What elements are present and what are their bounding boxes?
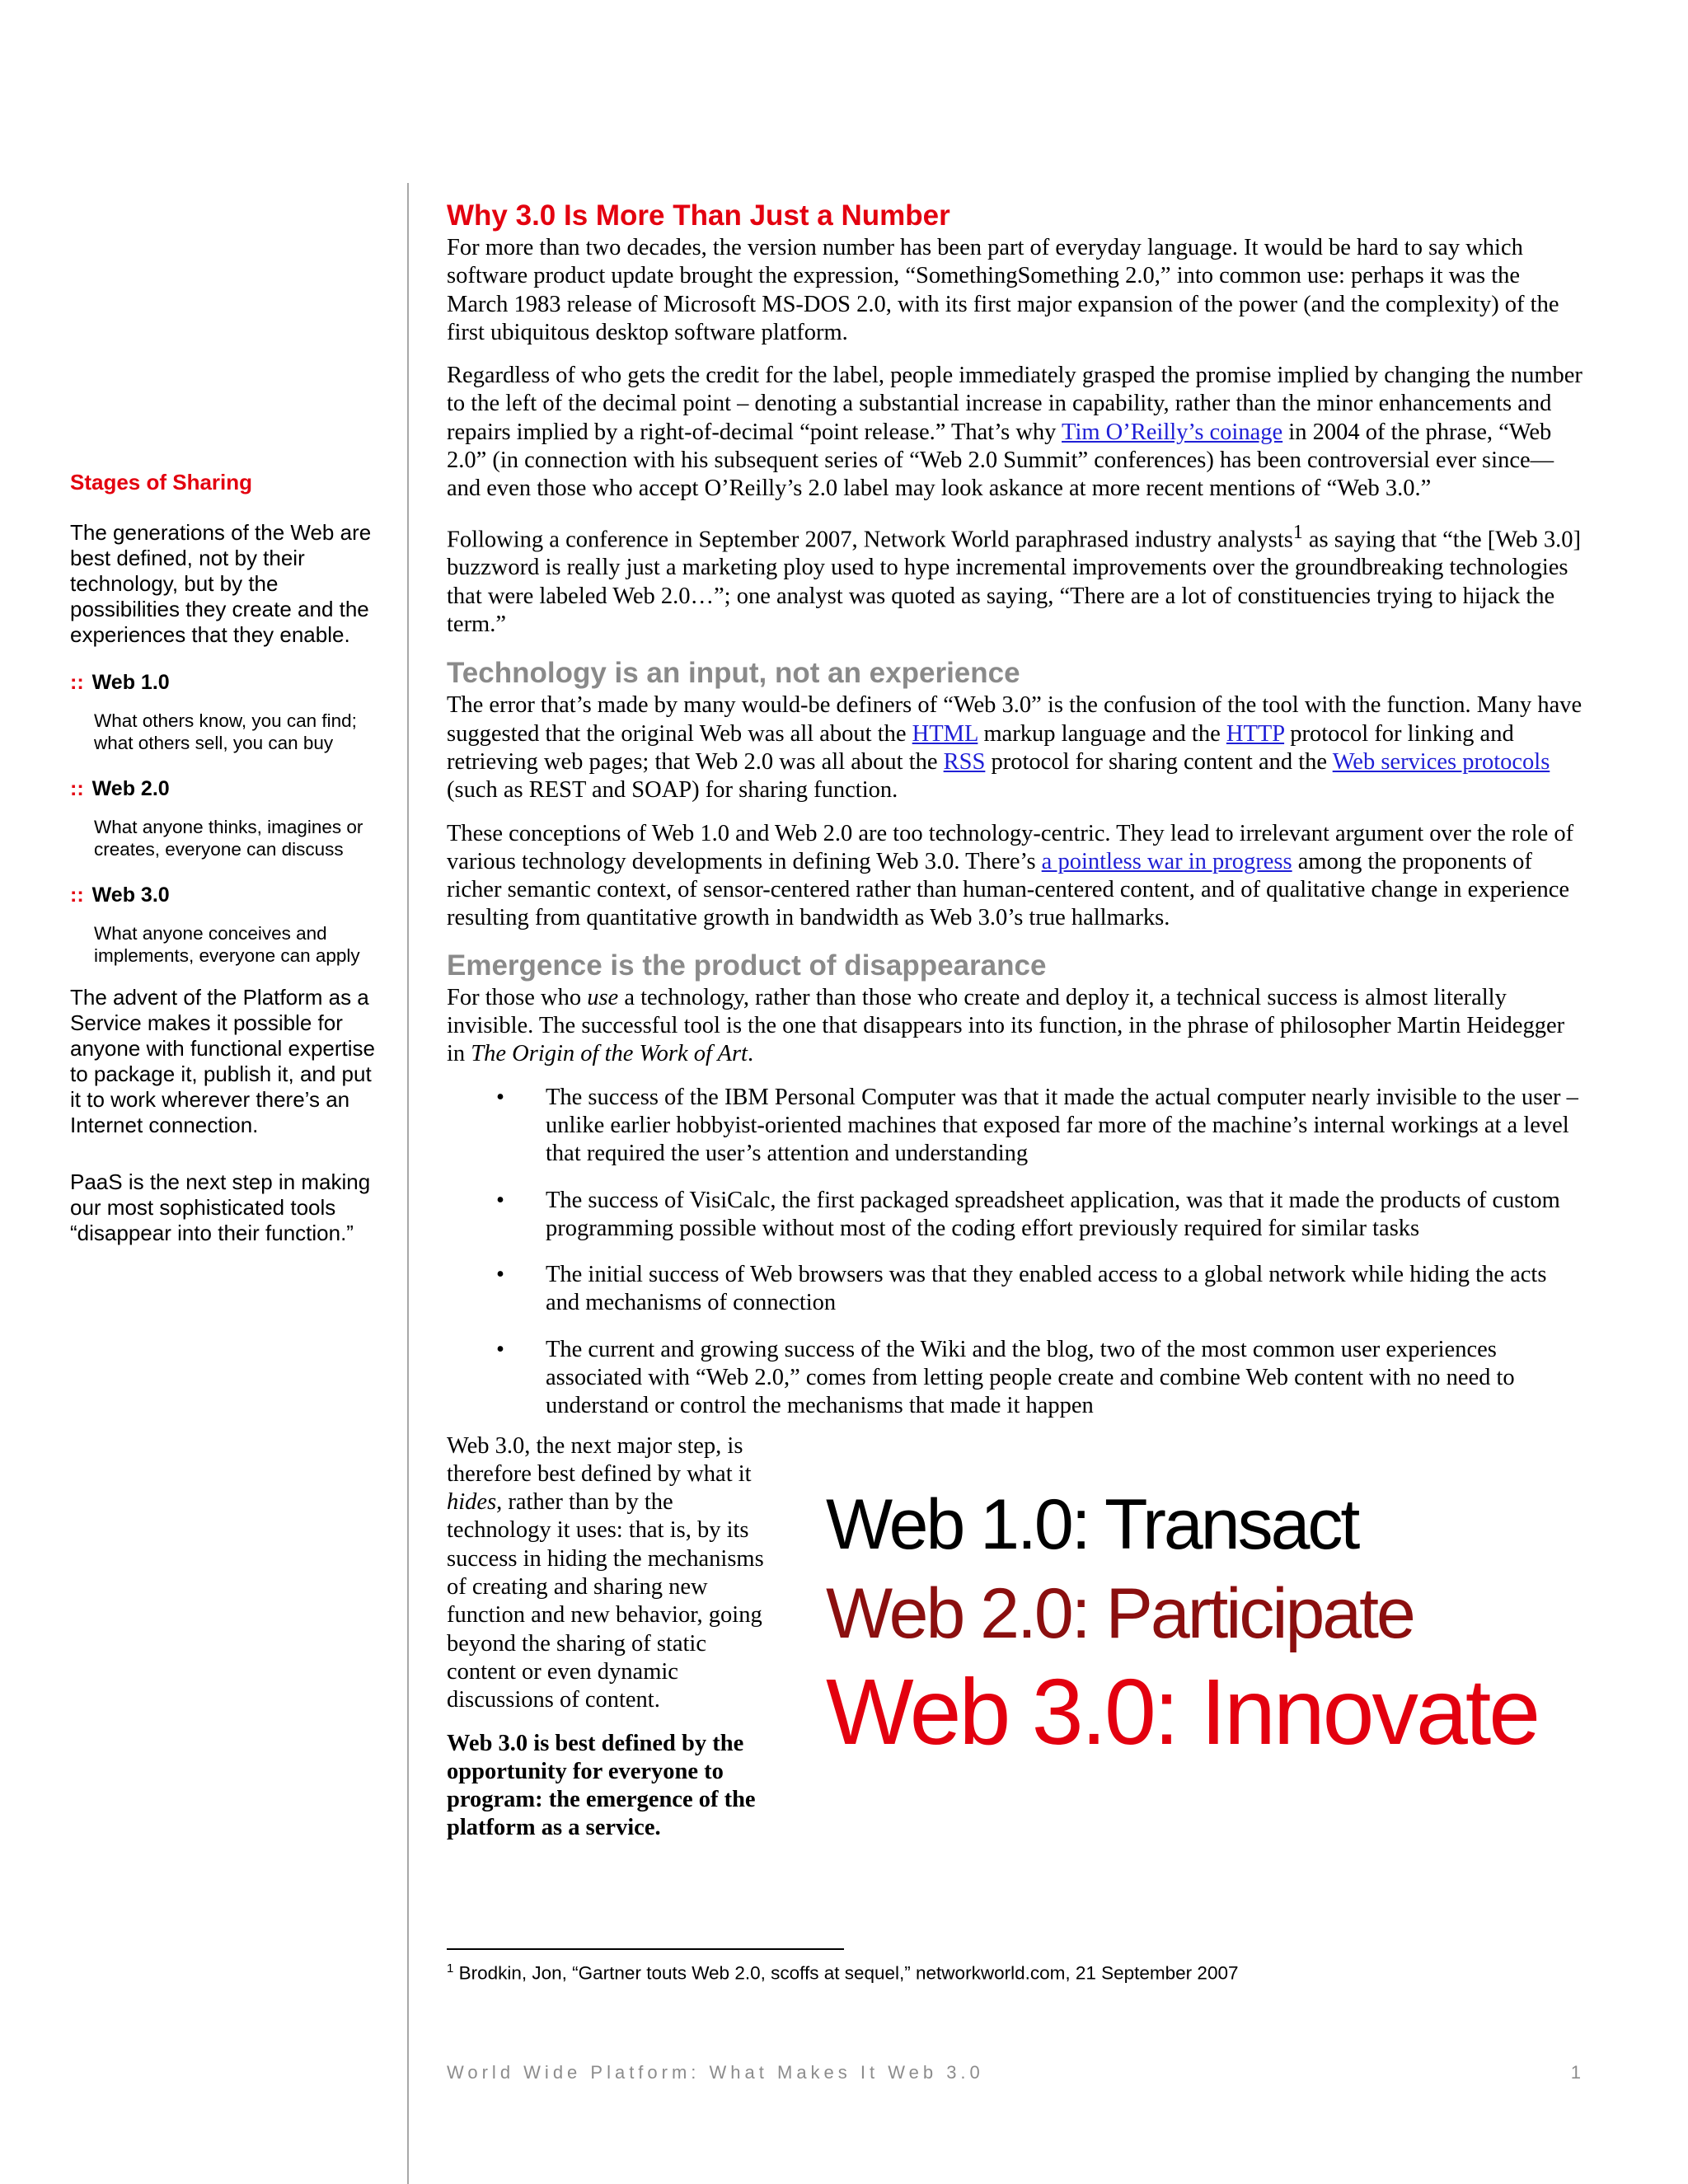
stage-title: Web 3.0	[91, 883, 170, 907]
sidebar	[70, 470, 383, 1246]
slogan-web2: Web 2.0: Participate	[826, 1573, 1414, 1653]
stage-web-1	[70, 671, 383, 754]
section-heading-technology: Technology is an input, not an experience	[447, 657, 1020, 690]
sidebar-paragraph-paas: The advent of the Platform as a Service makes it possible for anyone with functional expertise to package it, publish it, and put it to work wherever there’s an Internet connection.	[70, 985, 376, 1137]
link-web-services-protocols[interactable]: Web services protocols	[1332, 748, 1550, 775]
stage-description: What others know, you can find; what others sell, you can buy	[94, 710, 357, 753]
list-item: • The success of VisiCalc, the first packaged spreadsheet application, was that it made the products of custom programming possible without most of the coding effort previously required for similar tasks	[496, 1187, 1560, 1241]
paragraph-version-number: For more than two decades, the version number has been part of everyday language. It would be hard to say which software product update brought the expression, “SomethingSomething 2.0,” into common use: perhaps it was the March 1983 release of Microsoft MS-DOS 2.0, with its first major expansion of the power (and the complexity) of the first ubiquitous desktop software platform.	[447, 235, 1559, 345]
stage-web-3	[70, 883, 383, 967]
column-divider	[407, 183, 409, 2184]
footnote-text: Brodkin, Jon, “Gartner touts Web 2.0, scoffs at sequel,” networkworld.com, 21 September 2007	[453, 1962, 1239, 1984]
stage-marker: ::	[70, 671, 84, 694]
paragraph-network-world: Following a conference in September 2007, Network World paraphrased industry analysts$^1$ as saying that “the [Web 3.0] buzzword is really just a marketing ploy used to hype incremental improvements over the groundbreaking technologies that were labeled Web 2.0…”; one analyst was quoted as saying, “There are a lot of constituencies trying to hijack the term.”	[447, 521, 1581, 638]
closing-text	[447, 1432, 776, 1858]
list-item: • The current and growing success of the Wiki and the blog, two of the most common user experiences associated with “Web 2.0,” comes from letting people create and combine Web content with no need to understand or control the mechanisms that made it happen	[496, 1336, 1515, 1419]
link-oreilly-coinage[interactable]: Tim O’Reilly’s coinage	[1062, 419, 1283, 445]
link-http[interactable]: HTTP	[1226, 720, 1285, 747]
stage-description: What anyone conceives and implements, everyone can apply	[94, 923, 360, 966]
slogan-web1: Web 1.0: Transact	[826, 1484, 1358, 1564]
list-item: • The initial success of Web browsers was that they enabled access to a global network while hiding the acts and mechanisms of connection	[496, 1262, 1547, 1316]
stage-title: Web 1.0	[91, 671, 170, 694]
closing-section	[447, 1432, 1584, 1877]
page-number: 1	[1570, 2062, 1581, 2083]
bullet: •	[496, 1187, 504, 1213]
footnote-separator	[447, 1948, 844, 1950]
stage-marker: ::	[70, 883, 84, 907]
web-generations-graphic	[826, 1480, 1538, 1765]
bullet: •	[496, 1262, 504, 1288]
page-title: Why 3.0 Is More Than Just a Number	[447, 199, 950, 232]
page-footer	[447, 2062, 1581, 2083]
bullet: •	[496, 1336, 504, 1362]
stage-title: Web 2.0	[91, 777, 170, 800]
footnote	[447, 1961, 1239, 1985]
footnote-ref: 1	[1292, 521, 1303, 543]
paragraph-technology-centric: These conceptions of Web 1.0 and Web 2.0 are too technology-centric. They lead to irrelevant argument over the role of various technology developments in defining Web 3.0. There’s a pointless war in progress among the proponents of richer semantic context, of sensor-centered rather than human-centered content, and of qualitative change in experience resulting from quantitative growth in bandwidth as Web 3.0’s true hallmarks.	[447, 820, 1574, 931]
sidebar-heading: Stages of Sharing	[70, 470, 253, 494]
slogan-web3: Web 3.0: Innovate	[826, 1659, 1539, 1764]
paragraph-invisible-success: For those who use a technology, rather than those who create and deploy it, a technical success is almost literally invisible. The successful tool is the one that disappears into its function, in the phrase of philosopher Martin Heidegger in The Origin of the Work of Art.	[447, 984, 1565, 1067]
paragraph-credit: Regardless of who gets the credit for the label, people immediately grasped the promise implied by changing the number to the left of the decimal point – denoting a substantial increase in capability, rather than the minor enhancements and repairs implied by a right-of-decimal “point release.” That’s why Tim O’Reilly’s coinage in 2004 of the phrase, “Web 2.0” (in connection with his subsequent series of “Web 2.0 Summit” conferences) has been controversial ever since—and even those who accept O’Reilly’s 2.0 label may look askance at more recent mentions of “Web 3.0.”	[447, 363, 1582, 502]
list-item: • The success of the IBM Personal Computer was that it made the actual computer nearly invisible to the user – unlike earlier hobbyist-oriented machines that exposed far more of the machine’s internal workings at a level that required the user’s attention and understanding	[496, 1084, 1578, 1167]
footer-title: World Wide Platform: What Makes It Web 3.0	[447, 2062, 984, 2083]
sidebar-intro: The generations of the Web are best defined, not by their technology, but by the possibilities they create and the experiences that they enable.	[70, 520, 372, 647]
paragraph-tool-function: The error that’s made by many would-be definers of “Web 3.0” is the confusion of the tool with the function. Many have suggested that the original Web was all about the HTML markup language and the HTTP protocol for linking and retrieving web pages; that Web 2.0 was all about the RSS protocol for sharing content and the Web services protocols (such as REST and SOAP) for sharing function.	[447, 692, 1582, 804]
stage-marker: ::	[70, 777, 84, 800]
link-html[interactable]: HTML	[912, 720, 978, 747]
sidebar-paragraph-next-step: PaaS is the next step in making our most sophisticated tools “disappear into their function.”	[70, 1169, 371, 1245]
link-pointless-war[interactable]: a pointless war in progress	[1041, 848, 1292, 874]
stage-description: What anyone thinks, imagines or creates, everyone can discuss	[94, 817, 363, 860]
paragraph-web3-definition: Web 3.0 is best defined by the opportunity for everyone to program: the emergence of the platform as a service.	[447, 1730, 756, 1841]
stage-web-2	[70, 777, 383, 860]
bullet: •	[496, 1084, 504, 1110]
section-heading-emergence: Emergence is the product of disappearance	[447, 949, 1047, 982]
main-content	[447, 198, 1584, 1877]
success-list	[447, 1084, 1584, 1421]
footnote-marker: 1	[447, 1961, 454, 1975]
link-rss[interactable]: RSS	[943, 748, 986, 775]
paragraph-web3-hides: Web 3.0, the next major step, is therefore best defined by what it hides, rather than by the technology it uses: that is, by its success in hiding the mechanisms of creating and sharing new function and new behavior, going beyond the sharing of static content or even dynamic discussions of content.	[447, 1432, 764, 1713]
